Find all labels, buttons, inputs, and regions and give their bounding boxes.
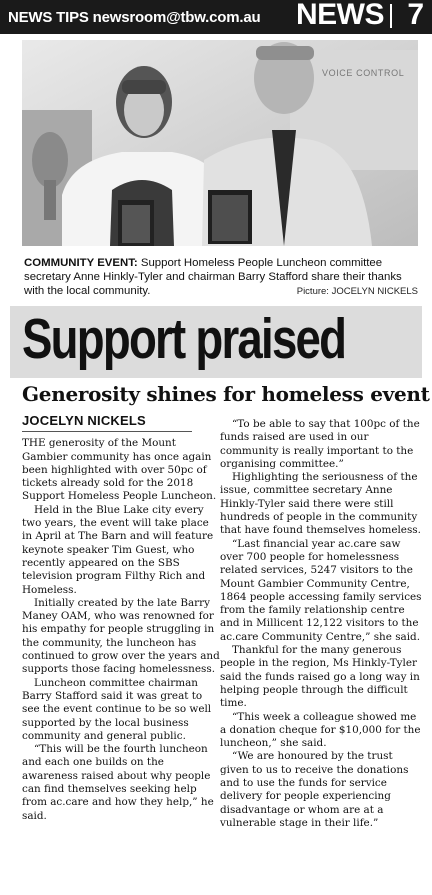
body-paragraph: THE generosity of the Mount Gambier community has once again been highlighted with over 50pc of tickets already sold for the 2018 Support Homeless People Luncheon.: [22, 437, 217, 503]
body-paragraph: Luncheon committee chairman Barry Stafford said it was great to see the event continue to be so well supported by the local business community and general public.: [22, 676, 212, 742]
photo-credit: Picture: JOCELYN NICKELS: [296, 286, 418, 297]
body-paragraph: Initially created by the late Barry Maney OAM, who was renowned for his empathy for people struggling in the community, the luncheon has continued to grow over the years and supports those facing homelessness.: [22, 596, 220, 676]
subheadline: Generosity shines for homeless event: [22, 382, 430, 406]
section-title: NEWS: [296, 0, 384, 31]
body-paragraph: “We are honoured by the trust given to us to receive the donations and to use the funds for service delivery for people experiencing disadvantage or whom are at a vulnerable stage in their life.”: [220, 750, 409, 829]
byline: JOCELYN NICKELS: [22, 414, 192, 432]
article-photo: [22, 40, 418, 246]
body-paragraph: Held in the Blue Lake city every two years, the event will take place in April at The Barn and will feature keynote speaker Tim Guest, who recently appeared on the SBS television program Filthy Rich and Homeless.: [22, 503, 214, 596]
body-paragraph: Thankful for the many generous people in the region, Ms Hinkly-Tyler said the funds raised go a long way in helping people through the difficult time.: [220, 644, 420, 710]
body-paragraph: “This week a colleague showed me a donation cheque for $10,000 for the luncheon,” she said.: [220, 710, 421, 750]
page-header: [0, 0, 432, 34]
caption-lead: COMMUNITY EVENT:: [24, 257, 138, 269]
body-paragraph: Highlighting the seriousness of the issue, committee secretary Anne Hinkly-Tyler said there were still hundreds of people in the community that have found themselves homeless.: [220, 471, 421, 537]
body-paragraph: “This will be the fourth luncheon and each one builds on the awareness raised about why people can find themselves seeking help from ac.care and how they help,” he said.: [22, 743, 214, 822]
page-number: 7: [407, 0, 424, 31]
photo-wall-text: VOICE CONTROL: [322, 68, 405, 78]
article-column-left: [22, 414, 220, 823]
header-divider: [390, 4, 392, 28]
article-column-right: [220, 418, 422, 830]
body-paragraph: “To be able to say that 100pc of the funds raised are used in our community is really important to the organising committee.”: [220, 418, 420, 470]
body-paragraph: “Last financial year ac.care saw over 700 people for homelessness related services, 5247 visitors to the Mount Gambier Community Centre, 1864 people accessing family services from the family relationship centre and in Millicent 12,122 visitors to the ac.care Community Centre,” she said.: [220, 537, 422, 643]
headline: Support praised: [22, 307, 346, 371]
caption-text: Support Homeless People Luncheon committee secretary Anne Hinkly-Tyler and chairman Barry Stafford share their thanks with the local community.: [24, 257, 402, 297]
news-tips-label: NEWS TIPS newsroom@tbw.com.au: [8, 9, 261, 26]
